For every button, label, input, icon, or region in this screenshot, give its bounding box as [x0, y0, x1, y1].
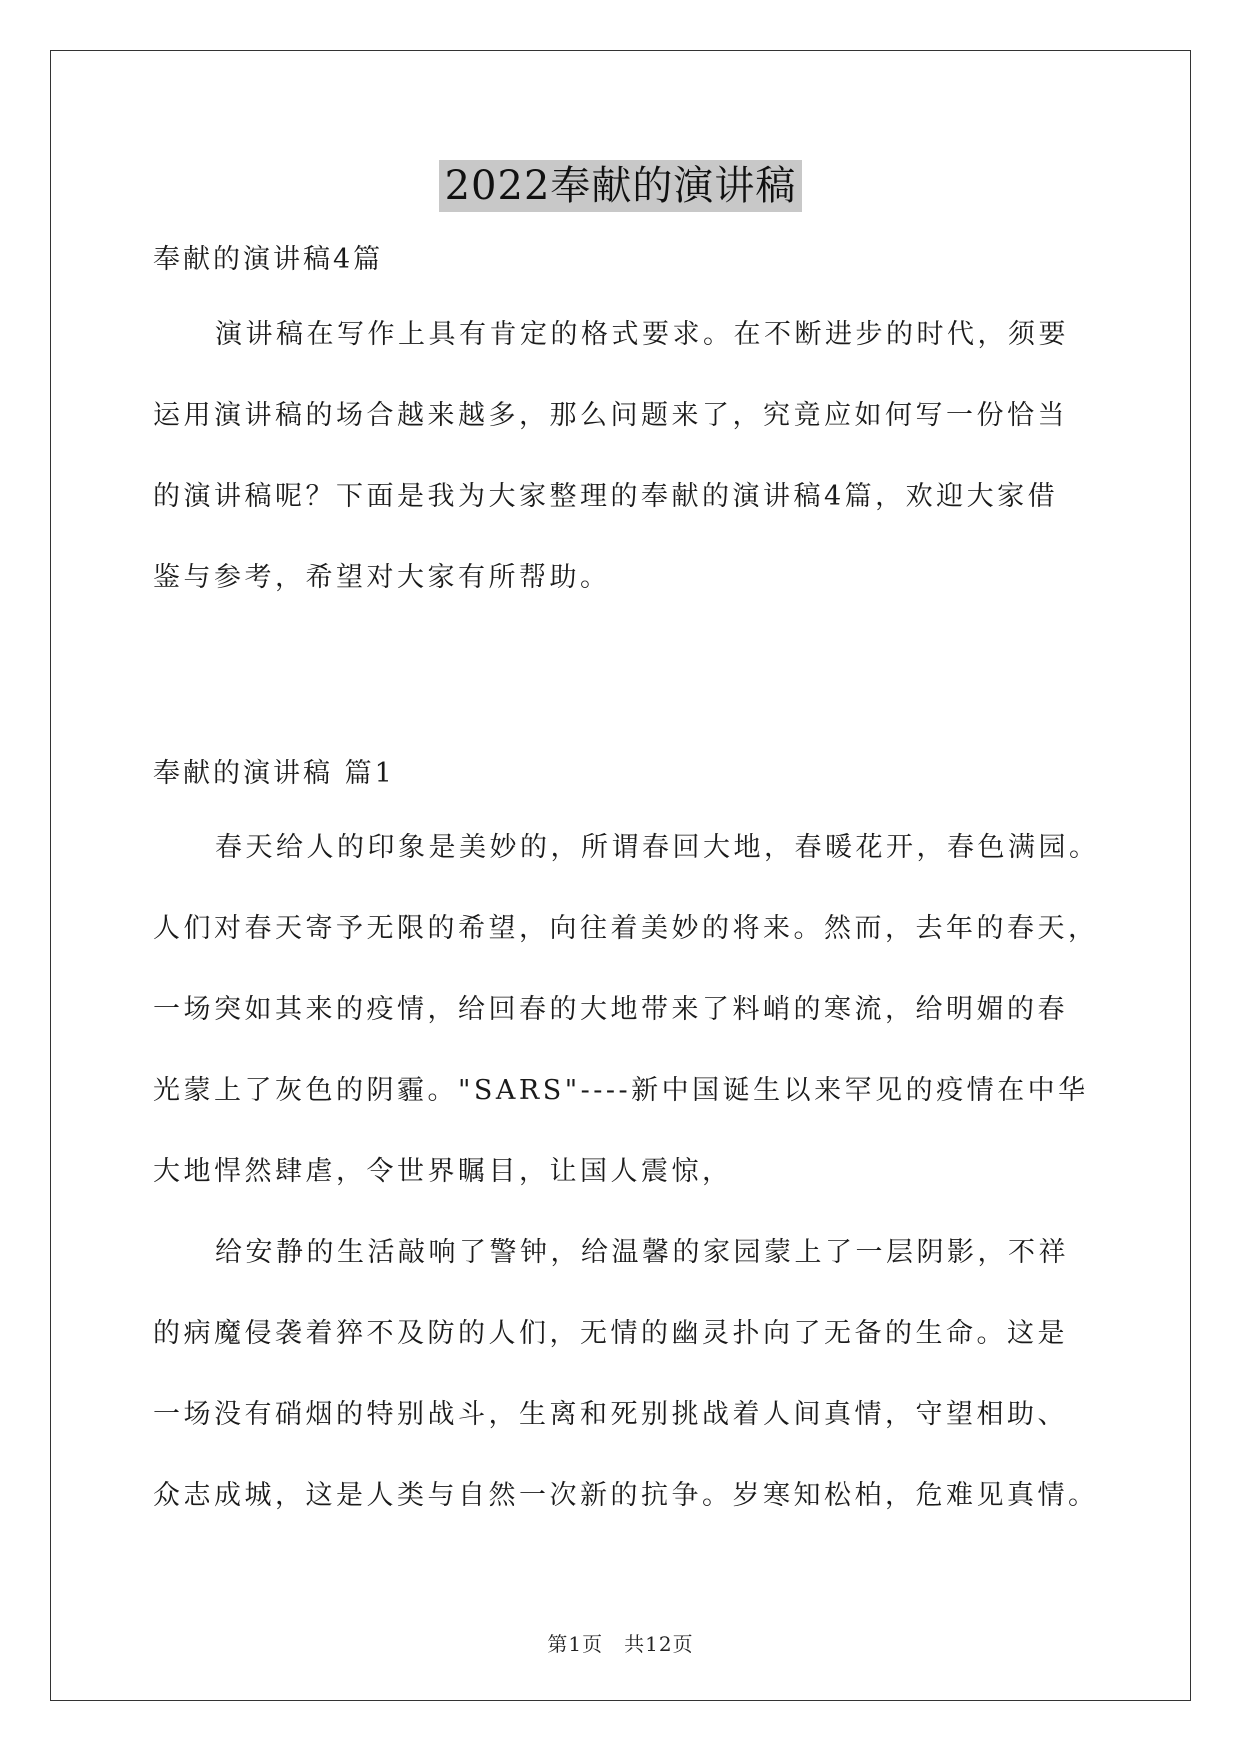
document-title-text: 2022奉献的演讲稿 — [439, 160, 803, 212]
paragraph-line: 的病魔侵袭着猝不及防的人们，无情的幽灵扑向了无备的生命。这是 — [153, 1318, 1068, 1349]
intro-line: 演讲稿在写作上具有肯定的格式要求。在不断进步的时代，须要 — [215, 319, 1069, 350]
page-footer — [0, 1628, 1241, 1657]
intro-paragraph — [153, 294, 1093, 618]
paragraph-line: 大地悍然肆虐，令世界瞩目，让国人震惊， — [153, 1156, 733, 1187]
intro-line: 的演讲稿呢？下面是我为大家整理的奉献的演讲稿4篇，欢迎大家借 — [153, 481, 1059, 512]
page-number: 第1页 共12页 — [547, 1632, 694, 1656]
paragraph-line: 一场没有硝烟的特别战斗，生离和死别挑战着人间真情，守望相助、 — [153, 1399, 1068, 1430]
paragraph-1 — [153, 807, 1100, 1212]
paragraph-line: 春天给人的印象是美妙的，所谓春回大地，春暖花开，春色满园。 — [215, 832, 1100, 863]
intro-line: 鉴与参考，希望对大家有所帮助。 — [153, 562, 611, 593]
paragraph-line: 光蒙上了灰色的阴霾。"SARS"----新中国诞生以来罕见的疫情在中华 — [153, 1075, 1089, 1106]
document-subtitle: 奉献的演讲稿4篇 — [153, 244, 384, 275]
paragraph-2 — [153, 1212, 1099, 1536]
paragraph-line: 给安静的生活敲响了警钟，给温馨的家园蒙上了一层阴影，不祥 — [215, 1237, 1069, 1268]
document-title — [0, 160, 1241, 214]
paragraph-line: 一场突如其来的疫情，给回春的大地带来了料峭的寒流，给明媚的春 — [153, 994, 1068, 1025]
paragraph-line: 众志成城，这是人类与自然一次新的抗争。岁寒知松柏，危难见真情。 — [153, 1480, 1099, 1511]
section-heading: 奉献的演讲稿 篇1 — [153, 758, 395, 789]
paragraph-line: 人们对春天寄予无限的希望，向往着美妙的将来。然而，去年的春天， — [153, 913, 1099, 944]
intro-line: 运用演讲稿的场合越来越多，那么问题来了，究竟应如何写一份恰当 — [153, 400, 1068, 431]
